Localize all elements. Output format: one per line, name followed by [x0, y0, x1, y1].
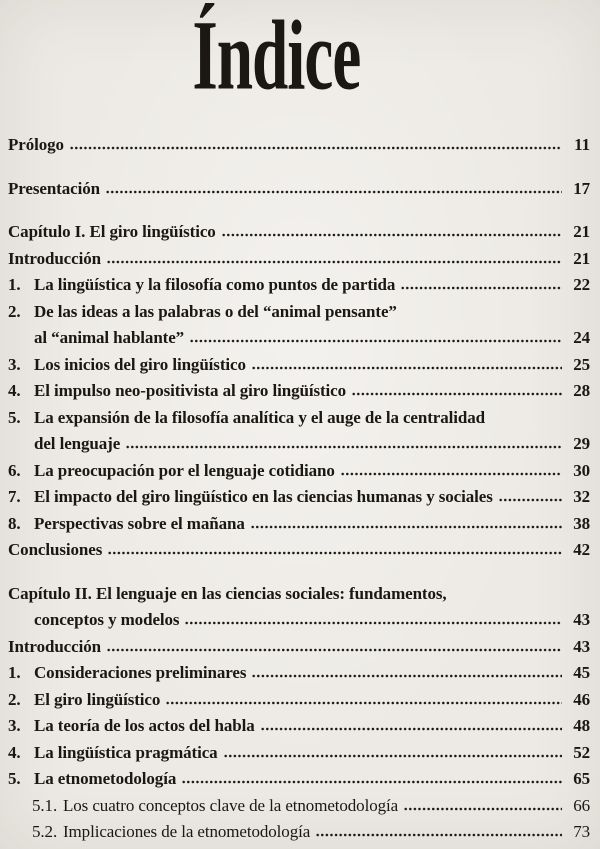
toc-entry: [8, 687, 590, 714]
entry-number: 2.: [8, 689, 21, 709]
entry-page-number: 46: [573, 689, 590, 709]
entry-page-number: 52: [573, 742, 590, 762]
entry-page-number: 48: [573, 716, 590, 735]
entry-page-number: 25: [573, 354, 590, 374]
entry-label: del lenguaje: [34, 434, 121, 453]
toc-entry: [8, 819, 590, 846]
page-title: Índice: [192, 0, 360, 111]
entry-page-number: 65: [573, 769, 590, 788]
entry-label: La etnometodología: [34, 769, 177, 788]
dot-leader: [107, 260, 562, 264]
toc-entry: [8, 581, 590, 608]
entry-label: La teoría de los actos del habla: [34, 716, 255, 735]
toc-entry: [8, 458, 590, 485]
entry-page-number: 42: [573, 540, 590, 559]
toc-entry: [8, 660, 590, 687]
entry-number: 2.: [8, 301, 21, 321]
dot-leader: [261, 727, 562, 731]
entry-label: La expansión de la filosofía analítica y el auge de la centralidad: [34, 407, 485, 427]
entry-label: Perspectivas sobre el mañana: [34, 513, 245, 533]
toc-entry: [8, 511, 590, 538]
entry-page-number: 38: [573, 513, 590, 533]
toc-entry: [8, 176, 590, 203]
dot-leader: [70, 146, 562, 150]
toc-entry: [8, 219, 590, 246]
entry-page-number: 29: [573, 434, 590, 453]
entry-label: Conclusiones: [8, 540, 103, 559]
dot-leader: [352, 392, 562, 396]
entry-number: 3.: [8, 716, 21, 735]
dot-leader: [224, 754, 562, 758]
entry-label: El giro lingüístico: [34, 689, 161, 709]
entry-page-number: 43: [573, 636, 590, 656]
entry-page-number: 11: [574, 135, 590, 154]
entry-label: Introducción: [8, 636, 101, 656]
dot-leader: [404, 807, 562, 811]
page-title-wrap: [0, 0, 567, 110]
dot-leader: [316, 833, 562, 837]
dot-leader: [107, 648, 562, 652]
entry-page-number: 32: [573, 487, 590, 506]
entry-label: La lingüística pragmática: [34, 742, 218, 762]
toc-entry: [8, 537, 590, 564]
toc-entry: [8, 713, 590, 740]
entry-number: 5.2.: [32, 822, 58, 841]
dot-leader: [190, 339, 562, 343]
toc-list: [8, 132, 590, 846]
entry-number: 1.: [8, 663, 21, 682]
toc-entry: [8, 793, 590, 820]
entry-page-number: 66: [573, 795, 590, 815]
entry-label: Capítulo I. El giro lingüístico: [8, 222, 216, 241]
entry-number: 4.: [8, 742, 21, 762]
toc-entry: [8, 484, 590, 511]
entry-number: 5.: [8, 407, 21, 427]
entry-label: El impacto del giro lingüístico en las ciencias humanas y sociales: [34, 487, 493, 506]
entry-page-number: 73: [573, 822, 590, 841]
toc-entry: [8, 766, 590, 793]
entry-page-number: 22: [573, 275, 590, 294]
toc-entry: [8, 299, 590, 326]
dot-leader: [185, 621, 562, 625]
entry-label: La preocupación por el lenguaje cotidiano: [34, 460, 335, 480]
toc-entry: [8, 405, 590, 432]
toc-entry: [8, 352, 590, 379]
dot-leader: [341, 472, 562, 476]
entry-number: 8.: [8, 513, 21, 533]
entry-page-number: 30: [573, 460, 590, 480]
entry-label: conceptos y modelos: [34, 610, 180, 629]
toc-entry: [8, 378, 590, 405]
entry-number: 5.: [8, 769, 21, 788]
entry-number: 4.: [8, 381, 21, 400]
toc-entry: [8, 431, 590, 458]
dot-leader: [166, 701, 562, 705]
entry-page-number: 21: [573, 248, 590, 268]
dot-leader: [401, 286, 562, 290]
toc-entry: [8, 272, 590, 299]
entry-label: Implicaciones de la etnometodología: [63, 822, 311, 841]
entry-label: Consideraciones preliminares: [34, 663, 247, 682]
dot-leader: [222, 233, 562, 237]
entry-number: 1.: [8, 275, 21, 294]
entry-label: De las ideas a las palabras o del “animal pensante”: [34, 301, 397, 321]
entry-page-number: 17: [573, 178, 590, 198]
entry-label: Capítulo II. El lenguaje en las ciencias sociales: fundamentos,: [8, 583, 447, 603]
entry-page-number: 43: [573, 610, 590, 629]
entry-number: 5.1.: [32, 795, 58, 815]
entry-label: Los inicios del giro lingüístico: [34, 354, 246, 374]
entry-label: Prólogo: [8, 135, 64, 154]
toc-entry: [8, 740, 590, 767]
dot-leader: [499, 498, 562, 502]
dot-leader: [182, 780, 562, 784]
toc-entry: [8, 132, 590, 159]
dot-leader: [108, 551, 562, 555]
toc-entry: [8, 607, 590, 634]
dot-leader: [252, 674, 562, 678]
dot-leader: [106, 190, 562, 194]
toc-entry: [8, 325, 590, 352]
entry-label: Los cuatro conceptos clave de la etnometodología: [63, 795, 399, 815]
entry-label: La lingüística y la filosofía como puntos de partida: [34, 275, 396, 294]
dot-leader: [252, 366, 562, 370]
entry-page-number: 45: [573, 663, 590, 682]
toc-entry: [8, 634, 590, 661]
entry-page-number: 28: [573, 381, 590, 400]
dot-leader: [251, 525, 562, 529]
entry-number: 6.: [8, 460, 21, 480]
entry-label: Presentación: [8, 178, 100, 198]
entry-label: El impulso neo-positivista al giro lingüístico: [34, 381, 346, 400]
entry-page-number: 21: [573, 222, 590, 241]
dot-leader: [126, 445, 562, 449]
entry-page-number: 24: [573, 328, 590, 347]
entry-label: al “animal hablante”: [34, 328, 185, 347]
entry-number: 7.: [8, 487, 21, 506]
toc-entry: [8, 246, 590, 273]
entry-label: Introducción: [8, 248, 101, 268]
entry-number: 3.: [8, 354, 21, 374]
